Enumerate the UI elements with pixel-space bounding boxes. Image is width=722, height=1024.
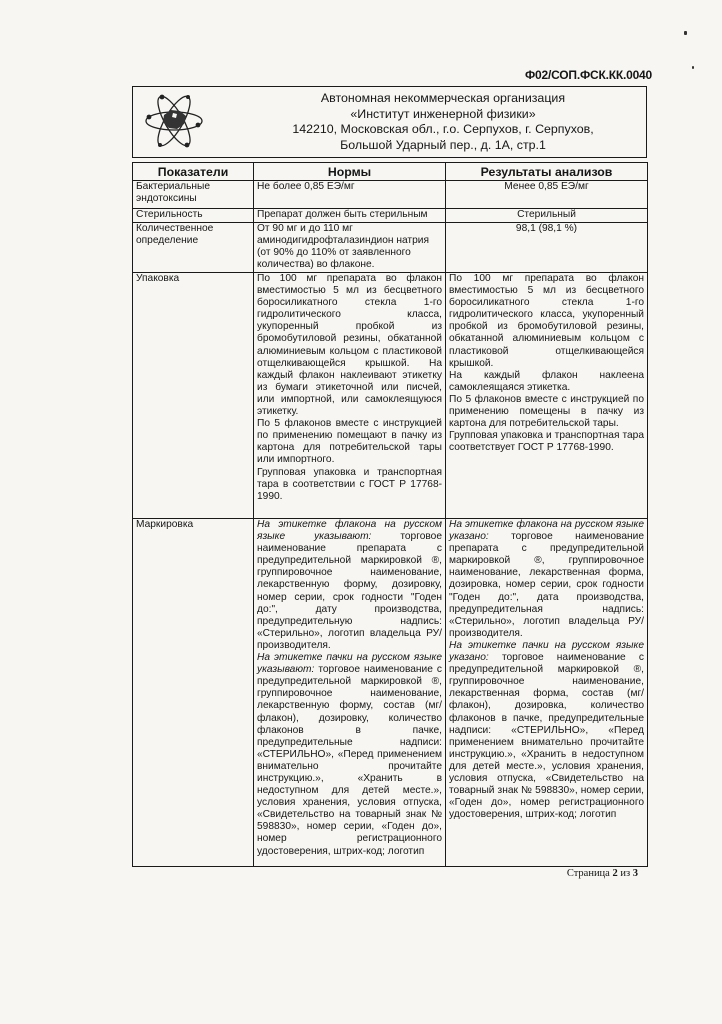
norm-lead-text: На этикетке флакона на русском языке указывают: — [257, 519, 442, 543]
organization-header — [132, 86, 647, 158]
result-cell — [446, 519, 648, 867]
page-word: Страница — [566, 868, 610, 879]
organization-info — [253, 91, 633, 153]
org-address-line-1: 142210, Московская обл., г.о. Серпухов, г. Серпухов, — [292, 122, 594, 136]
result-cell: Стерильный — [446, 209, 648, 223]
header-indicators: Показатели — [133, 163, 254, 181]
result-cell — [446, 273, 648, 519]
norm-body-text: торговое наименование с предупредительной маркировкой ®, группировочное наименование, лекарственную форму, состав (мг/флакон), дозировку, количество флаконов в пачке, предупредительные надписи: «СТЕРИЛЬНО», «Перед применением внимательно прочитайте инструкцию.», «Хранить в недоступном для детей месте.», условия хранения, условия отпуска, «Свидетельство на товарный знак № 598830», номер серии, «Годен до», номер регистрационного удостоверения, штрих-код; логотип — [257, 664, 442, 857]
result-paragraph — [449, 640, 644, 821]
scan-speck — [692, 66, 694, 69]
norm-paragraph: По 100 мг препарата во флакон вместимостью 5 мл из бесцветного боросиликатного стекла 1-го гидролитического класса, укупоренный пробкой из бромобутиловой резины, обкатанной алюминиевым кольцом с пластиковой отщелкивающейся крышкой. На каждый флакон наклеивают этикетку из бумаги этикеточной или писчей, или импортной, или самоклеящуюся этикетку. — [257, 273, 442, 418]
indicator-cell: Количественное определение — [133, 223, 254, 273]
result-paragraph: Групповая упаковка и транспортная тара соответствует ГОСТ Р 17768-1990. — [449, 430, 644, 454]
page-total: 3 — [632, 868, 638, 879]
page-current: 2 — [612, 868, 618, 879]
result-cell: Менее 0,85 ЕЭ/мг — [446, 181, 648, 209]
header-norms: Нормы — [254, 163, 446, 181]
org-institute-line: «Институт инженерной физики» — [350, 106, 536, 121]
norm-paragraph — [257, 519, 442, 652]
norm-cell: От 90 мг и до 110 мг аминодигидрофталазиндион натрия (от 90% до 110% от заявленного количества) во флаконе. — [254, 223, 446, 273]
indicator-cell: Бактериальные эндотоксины — [133, 181, 254, 209]
table-row — [133, 519, 648, 867]
result-paragraph: На каждый флакон наклеена самоклеящаяся этикетка. — [449, 369, 644, 393]
norm-cell: Не более 0,85 ЕЭ/мг — [254, 181, 446, 209]
indicator-cell: Стерильность — [133, 209, 254, 223]
norm-cell: Препарат должен быть стерильным — [254, 209, 446, 223]
result-paragraph: По 5 флаконов вместе с инструкцией по применению помещены в пачку из картона для потребительской тары. — [449, 393, 644, 430]
table-row — [133, 273, 648, 519]
norm-paragraph: По 5 флаконов вместе с инструкцией по применению помещают в пачку из картона для потребительской тары или импортного. — [257, 418, 442, 466]
header-results: Результаты анализов — [446, 163, 648, 181]
result-lead-text: На этикетке пачки на русском языке указано: — [449, 639, 644, 664]
page-number — [508, 868, 638, 879]
result-lead-text: На этикетке флакона на русском языке указано: — [449, 519, 644, 543]
table-row — [133, 209, 648, 223]
norm-cell — [254, 273, 446, 519]
page-of: из — [620, 868, 631, 879]
norm-lead-text: На этикетке пачки на русском языке указывают: — [257, 652, 442, 676]
analysis-table — [132, 162, 648, 867]
result-body-text: торговое наименование препарата с предупредительной маркировкой ®, группировочное наименование, лекарственная форма, дозировка, номер серии, срок годности "Годен до:", дата производства, предупредительная надпись: «Стерильно», логотип владельца РУ/производителя. — [449, 531, 644, 639]
result-body-text: торговое наименование с предупредительной маркировкой ®, группировочное наименование, лекарственная форма, состав (мг/флакон), дозировка, количество флаконов в пачке, предупредительные надписи: «СТЕРИЛЬНО», «Перед применением внимательно прочитайте инструкцию.», «Хранить в недоступном для детей месте.», условия хранения, условия отпуска, «Свидетельство на товарный знак № 598830», номер серии, «Годен до», номер регистрационного удостоверения, штрих-код; логотип — [449, 652, 644, 821]
indicator-cell: Упаковка — [133, 273, 254, 519]
result-cell: 98,1 (98,1 %) — [446, 223, 648, 273]
document-code: Ф02/СОП.ФСК.КК.0040 — [524, 68, 652, 82]
norm-paragraph: Групповая упаковка и транспортная тара в соответствии с ГОСТ Р 17768-1990. — [257, 466, 442, 502]
table-row — [133, 181, 648, 209]
org-name-line: Автономная некоммерческая организация — [320, 91, 566, 105]
result-paragraph — [449, 519, 644, 640]
norm-body-text: торговое наименование препарата с предупредительной маркировкой ®, группировочное наименование, лекарственную форму, дозировку, номер серии, срок годности "Годен до:", дату производства, предупредительную надпись: «Стерильно», логотип владельца РУ/производителя. — [257, 531, 442, 651]
norm-paragraph — [257, 652, 442, 858]
table-header-row — [133, 163, 648, 181]
indicator-cell: Маркировка — [133, 519, 254, 867]
atom-logo-icon — [143, 91, 205, 151]
result-paragraph: По 100 мг препарата во флакон вместимостью 5 мл из бесцветного боросиликатного стекла 1-го гидролитического класса, укупоренный пробкой из бромобутиловой резины, обкатанной алюминиевым кольцом с пластиковой отщелкивающейся крышкой. — [449, 273, 644, 369]
scan-speck — [684, 31, 687, 35]
table-row — [133, 223, 648, 273]
org-address-line-2: Большой Ударный пер., д. 1А, стр.1 — [340, 137, 546, 152]
norm-cell — [254, 519, 446, 867]
